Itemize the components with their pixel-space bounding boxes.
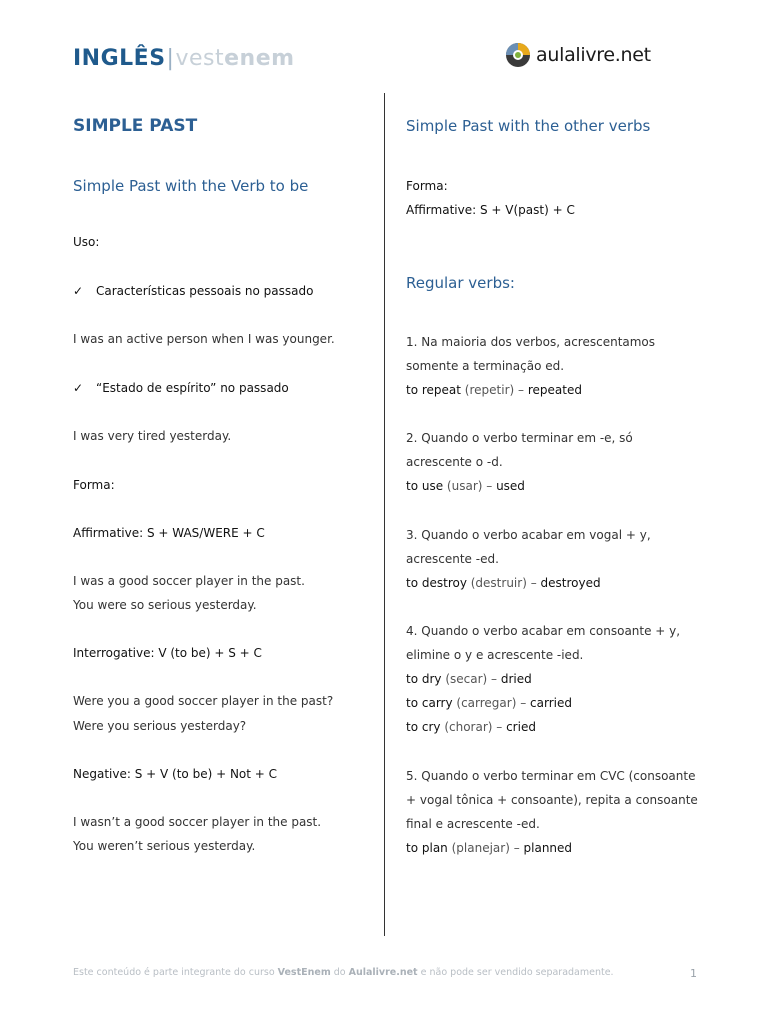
bullet-text: “Estado de espírito” no passado	[96, 381, 289, 395]
checkmark-icon: ✓	[73, 284, 84, 298]
verb-example: to cry (chorar) – cried	[406, 720, 536, 734]
rule-text: somente a terminação ed.	[406, 359, 565, 373]
brand-separator: |	[166, 46, 175, 71]
rule-text: 3. Quando o verbo acabar em vogal + y,	[406, 528, 651, 542]
verb-example: to destroy (destruir) – destroyed	[406, 576, 601, 590]
example-sentence: I was a good soccer player in the past.	[73, 574, 305, 588]
footer-notice: Este conteúdo é parte integrante do curso VestEnem do Aulalivre.net e não pode ser vendido separadamente.	[73, 967, 614, 978]
rule-text: 1. Na maioria dos verbos, acrescentamos	[406, 335, 656, 349]
brand-main: INGLÊS	[73, 46, 166, 71]
rule-text: + vogal tônica + consoante), repita a consoante	[406, 793, 698, 807]
rule-3	[406, 523, 651, 595]
example-sentence: Were you serious yesterday?	[73, 719, 247, 733]
regular-verbs-heading: Regular verbs:	[406, 274, 515, 292]
page-title: SIMPLE PAST	[73, 116, 198, 136]
brand-vest: vest	[175, 46, 225, 71]
verb-example: to carry (carregar) – carried	[406, 696, 572, 710]
rule-2	[406, 426, 633, 498]
affirmative-formula: Affirmative: S + V(past) + C	[406, 203, 575, 217]
checkmark-icon: ✓	[73, 381, 84, 395]
brand-title	[73, 46, 295, 71]
affirmative-formula: Affirmative: S + WAS/WERE + C	[73, 526, 265, 540]
logo-text: aulalivre.net	[536, 44, 651, 66]
rule-text: final e acrescente -ed.	[406, 817, 540, 831]
rule-text: 2. Quando o verbo terminar em -e, só	[406, 431, 633, 445]
example-sentence: I was very tired yesterday.	[73, 429, 232, 443]
section-title-other-verbs: Simple Past with the other verbs	[406, 117, 651, 135]
rule-text: 5. Quando o verbo terminar em CVC (consoante	[406, 769, 696, 783]
rule-text: elimine o y e acrescente -ied.	[406, 648, 584, 662]
forma-label: Forma:	[73, 478, 115, 492]
example-sentence: I wasn’t a good soccer player in the past.	[73, 815, 322, 829]
rule-text: 4. Quando o verbo acabar em consoante + y,	[406, 624, 681, 638]
rule-text: acrescente -ed.	[406, 552, 499, 566]
verb-example: to dry (secar) – dried	[406, 672, 532, 686]
rule-1	[406, 330, 655, 402]
aulalivre-logo	[505, 42, 651, 68]
bullet-item	[73, 283, 313, 299]
example-sentence: Were you a good soccer player in the past?	[73, 694, 334, 708]
interrogative-formula: Interrogative: V (to be) + S + C	[73, 646, 262, 660]
brand-enem: enem	[224, 46, 295, 71]
negative-formula: Negative: S + V (to be) + Not + C	[73, 767, 278, 781]
verb-example: to repeat (repetir) – repeated	[406, 383, 582, 397]
column-divider	[384, 93, 385, 936]
bullet-text: Características pessoais no passado	[96, 284, 314, 298]
page-number: 1	[690, 967, 697, 980]
rule-4	[406, 619, 680, 739]
forma-label: Forma:	[406, 179, 448, 193]
example-sentence: You were so serious yesterday.	[73, 598, 257, 612]
bullet-item	[73, 380, 289, 396]
rule-5	[406, 764, 698, 860]
section-title-verb-to-be: Simple Past with the Verb to be	[73, 177, 309, 195]
rule-text: acrescente o -d.	[406, 455, 503, 469]
example-sentence: I was an active person when I was younger.	[73, 332, 335, 346]
globe-logo-icon	[505, 42, 531, 68]
example-sentence: You weren’t serious yesterday.	[73, 839, 256, 853]
verb-example: to use (usar) – used	[406, 479, 525, 493]
uso-label: Uso:	[73, 235, 100, 249]
verb-example: to plan (planejar) – planned	[406, 841, 573, 855]
